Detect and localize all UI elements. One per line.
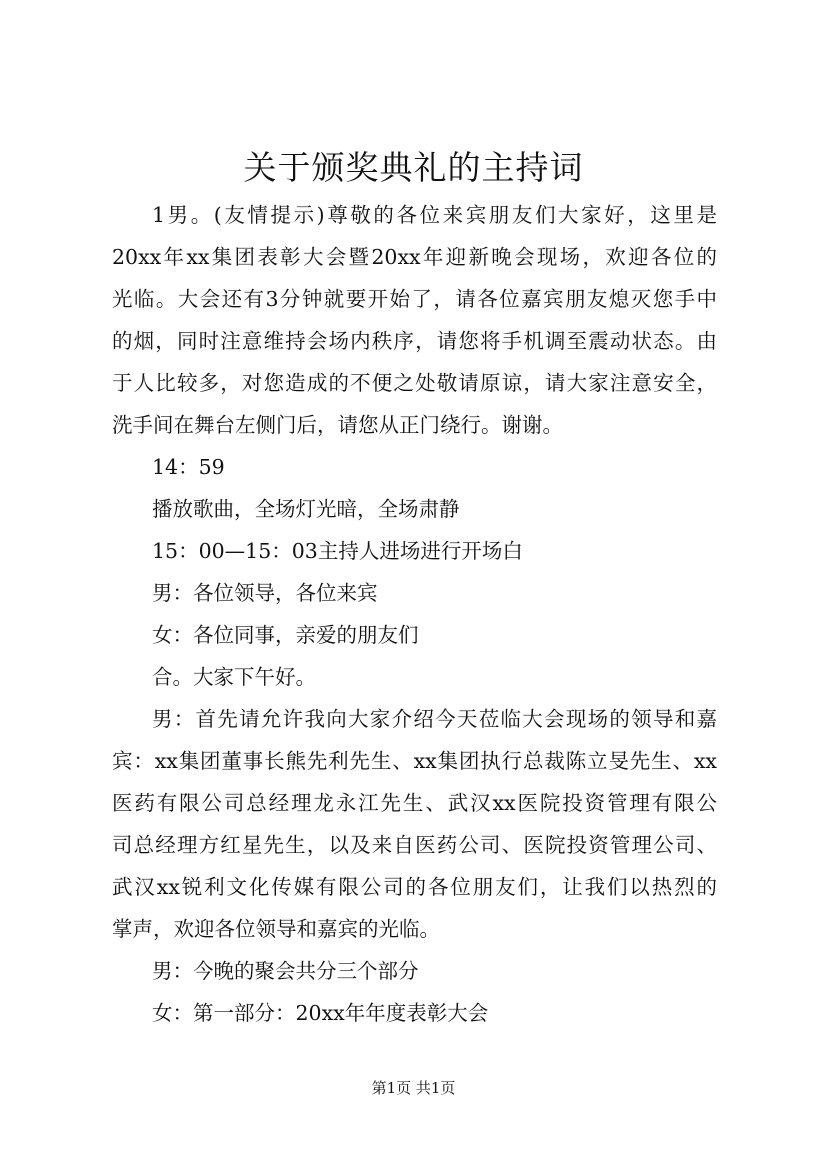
paragraph-line: 1男。(友情提示)尊敬的各位来宾朋友们大家好，这里是: [152, 203, 717, 227]
paragraph-line: 医药有限公司总经理龙永江先生、武汉xx医院投资管理有限公: [112, 791, 717, 815]
dialogue-line: 合。大家下午好。: [152, 665, 316, 689]
paragraph-line: 掌声，欢迎各位领导和嘉宾的光临。: [112, 917, 440, 941]
document-title: 关于颁奖典礼的主持词: [243, 148, 584, 187]
dialogue-line: 女：第一部分：20xx年年度表彰大会: [152, 1001, 489, 1025]
paragraph-line: 的烟，同时注意维持会场内秩序，请您将手机调至震动状态。由: [112, 329, 717, 353]
document-body: [112, 194, 717, 1034]
dialogue-line: 男：首先请允许我向大家介绍今天莅临大会现场的领导和嘉: [152, 707, 717, 731]
dialogue-line: 男：今晚的聚会共分三个部分: [152, 959, 419, 983]
paragraph-line: 光临。大会还有3分钟就要开始了，请各位嘉宾朋友熄灭您手中: [112, 287, 717, 311]
page-footer: 第1页 共1页: [371, 1079, 456, 1097]
time-line: 14：59: [152, 455, 225, 479]
paragraph-line: 洗手间在舞台左侧门后，请您从正门绕行。谢谢。: [112, 413, 563, 437]
paragraph-line: 宾：xx集团董事长熊先利先生、xx集团执行总裁陈立旻先生、xx: [112, 749, 717, 773]
paragraph-line: 于人比较多，对您造成的不便之处敬请原谅，请大家注意安全，: [112, 371, 717, 395]
time-line: 15：00—15：03主持人进场进行开场白: [152, 539, 523, 563]
paragraph-line: 武汉xx锐利文化传媒有限公司的各位朋友们，让我们以热烈的: [112, 875, 717, 899]
paragraph-line: 司总经理方红星先生，以及来自医药公司、医院投资管理公司、: [112, 833, 717, 857]
dialogue-line: 男：各位领导，各位来宾: [152, 581, 378, 605]
dialogue-line: 女：各位同事，亲爱的朋友们: [152, 623, 419, 647]
paragraph-line: 20xx年xx集团表彰大会暨20xx年迎新晚会现场，欢迎各位的: [112, 245, 717, 269]
paragraph-line: 播放歌曲，全场灯光暗，全场肃静: [152, 497, 460, 521]
